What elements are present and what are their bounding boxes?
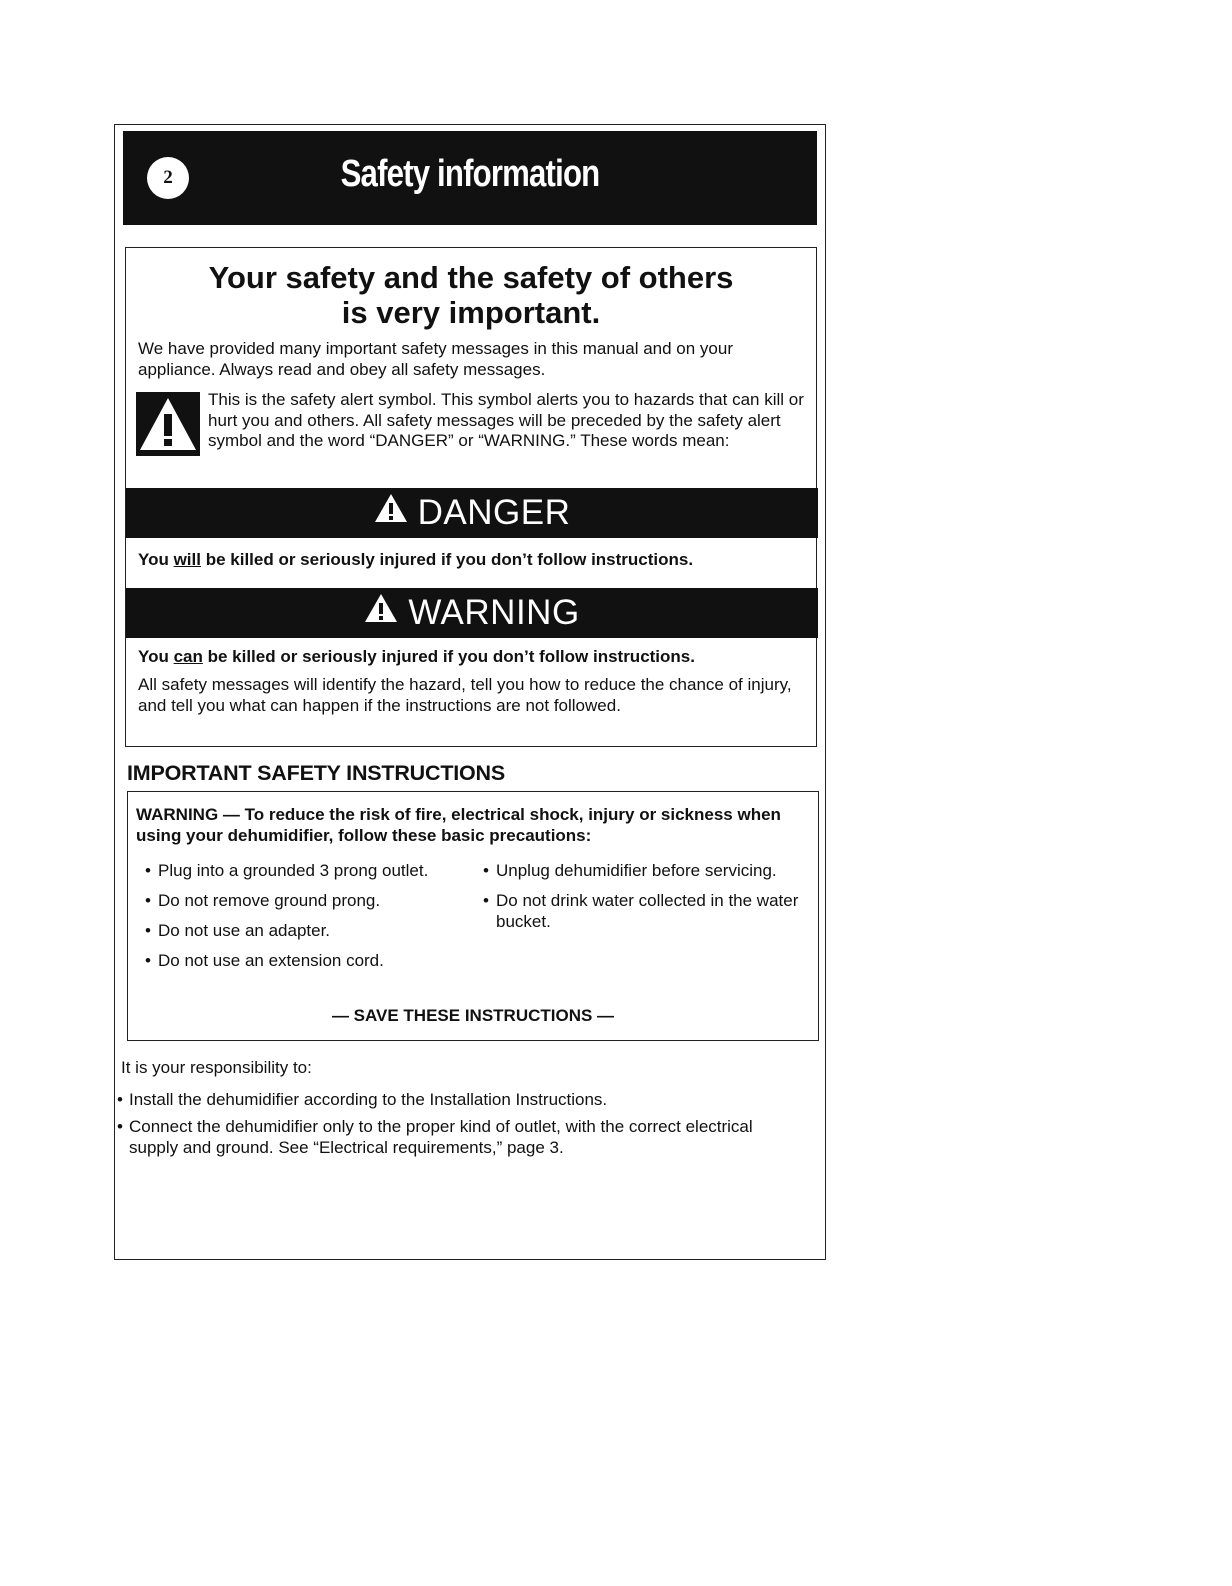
precautions-right-list bbox=[478, 860, 818, 941]
safety-heading-line2: is very important. bbox=[341, 295, 601, 330]
danger-text-before: You bbox=[138, 550, 174, 569]
warning-alert-icon bbox=[364, 587, 398, 637]
warning-definition bbox=[138, 646, 695, 668]
list-item: • Do not use an extension cord. bbox=[140, 950, 460, 971]
responsibility-intro: It is your responsibility to: bbox=[121, 1058, 312, 1077]
important-instructions-heading: IMPORTANT SAFETY INSTRUCTIONS bbox=[127, 761, 506, 785]
instructions-box bbox=[127, 791, 819, 1041]
responsibility-list bbox=[115, 1089, 805, 1164]
safety-message-box bbox=[125, 247, 817, 747]
warning-label: WARNING bbox=[408, 593, 580, 632]
safety-heading bbox=[126, 260, 816, 330]
danger-banner bbox=[126, 488, 818, 538]
safety-heading-line1: Your safety and the safety of others bbox=[208, 260, 734, 295]
danger-alert-icon bbox=[374, 487, 408, 537]
warning-emphasis: can bbox=[173, 647, 203, 666]
list-item: • Do not use an adapter. bbox=[140, 920, 460, 941]
list-item: • Plug into a grounded 3 prong outlet. bbox=[140, 860, 460, 881]
danger-emphasis: will bbox=[173, 550, 201, 569]
instructions-warning: WARNING — To reduce the risk of fire, electrical shock, injury or sickness when using your dehumidifier, follow these basic precautions: bbox=[136, 805, 781, 845]
warning-banner bbox=[126, 588, 818, 638]
warning-text-before: You bbox=[138, 647, 174, 666]
list-item: • Install the dehumidifier according to the Installation Instructions. bbox=[115, 1089, 805, 1110]
list-item: • Do not remove ground prong. bbox=[140, 890, 460, 911]
manual-page bbox=[114, 124, 826, 1260]
list-item: • Unplug dehumidifier before servicing. bbox=[478, 860, 818, 881]
list-item: • Connect the dehumidifier only to the proper kind of outlet, with the correct electrical supply and ground. See “Electrical requirements,” page 3. bbox=[115, 1116, 805, 1158]
page-number-badge: 2 bbox=[147, 157, 189, 199]
precautions-left-list bbox=[140, 860, 460, 980]
safety-alert-description: This is the safety alert symbol. This symbol alerts you to hazards that can kill or hurt you and others. All safety messages will be preceded by the safety alert symbol and the word “DANGER” or “WARNING.” These words mean: bbox=[208, 390, 804, 450]
section-header bbox=[123, 131, 817, 225]
safety-message-explanation: All safety messages will identify the hazard, tell you how to reduce the chance of injury, and tell you what can happen if the instructions are not followed. bbox=[138, 675, 792, 715]
safety-alert-symbol-icon bbox=[136, 392, 200, 456]
section-title: Safety information bbox=[340, 153, 600, 195]
warning-text-after: be killed or seriously injured if you don’t follow instructions. bbox=[202, 647, 695, 666]
safety-intro: We have provided many important safety messages in this manual and on your appliance. Always read and obey all safety messages. bbox=[138, 339, 733, 379]
danger-label: DANGER bbox=[417, 493, 571, 532]
list-item: • Do not drink water collected in the water bucket. bbox=[478, 890, 818, 932]
save-instructions: — SAVE THESE INSTRUCTIONS — bbox=[331, 1006, 615, 1025]
danger-definition bbox=[138, 549, 693, 571]
danger-text-after: be killed or seriously injured if you don’t follow instructions. bbox=[200, 550, 694, 569]
